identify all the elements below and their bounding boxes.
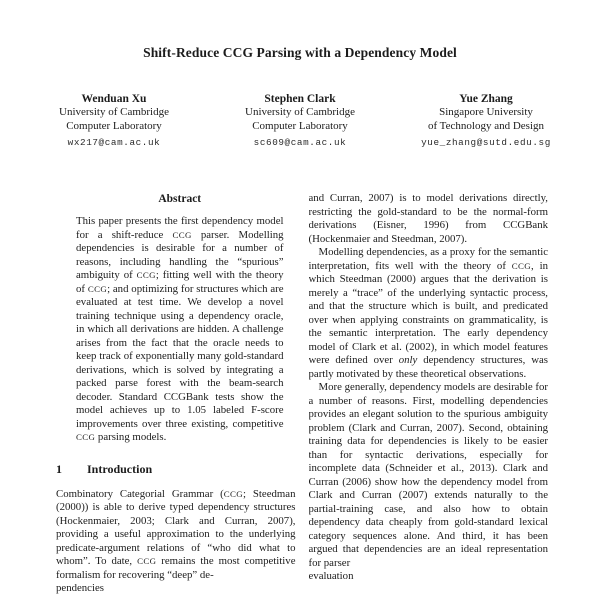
intro-paragraph-1: Combinatory Categorial Grammar (CCG; Steedman (2000)) is able to derive typed dependency structures (Hockenmaier, 2003; Clark and Curran, 2007), providing a useful approximation to the underlying predicate-argument relations of “who did what to whom”. To date, CCG remains the most competitive formalism for recovering “deep” de- [56, 487, 296, 581]
author-name: Stephen Clark [264, 93, 336, 105]
author-affiliation-line: University of Cambridge [245, 106, 355, 118]
abstract-heading: Abstract [158, 193, 202, 205]
author-email: wx217@cam.ac.uk [67, 136, 161, 148]
author-3 [412, 92, 560, 148]
author-email: sc609@cam.ac.uk [253, 136, 347, 148]
clipped-line: evaluation [308, 570, 354, 582]
paper-title: Shift-Reduce CCG Parsing with a Dependency Model [143, 45, 457, 61]
right-paragraph-2: Modelling dependencies, as a proxy for the semantic interpretation, fits well with the theory of CCG, in which Steedman (2000) argues that the derivation is merely a “trace” of the underlying syntactic process, and that the structure which is built, and predicated over when applying constraints on grammaticality, is the semantic interpretation. The early dependency model of Clark et al. (2002), in which model features were defined over only dependency structures, was partly motivated by these theoretical observations. [308, 246, 548, 380]
abstract-text: This paper presents the first dependency model for a shift-reduce CCG parser. Modelling dependencies is desirable for a number of reasons, including handling the “spurious” ambiguity of CCG; fitting well with the theory of CCG; and optimizing for structures which are evaluated at test time. We develop a novel training technique using a dependency oracle, in which all derivations are hidden. A challenge arises from the fact that the oracle needs to keep track of exponentially many gold-standard derivations, which is solved by integrating a packed parse forest with the beam-search decoder. Standard CCGBank tests show the model achieves up to 1.05 labeled F-score improvements over three existing, competitive CCG parsing models. [76, 215, 284, 443]
author-1 [40, 92, 188, 148]
author-block [0, 92, 600, 148]
section-title: Introduction [87, 461, 153, 476]
author-2 [226, 92, 374, 148]
right-paragraph-1: and Curran, 2007) is to model derivations directly, restricting the gold-standard to be the normal-form derivations (Eisner, 1996) from CCGBank (Hockenmaier and Steedman, 2007). [308, 192, 548, 245]
left-column [56, 192, 296, 600]
author-affiliation-line: Computer Laboratory [252, 119, 348, 132]
two-column-body [56, 192, 548, 600]
right-column [309, 192, 549, 600]
section-number: 1 [56, 461, 62, 476]
author-email: yue_zhang@sutd.edu.sg [421, 136, 551, 148]
author-affiliation-line: Computer Laboratory [66, 119, 162, 132]
author-name: Wenduan Xu [81, 93, 147, 105]
section-heading-introduction [56, 462, 296, 477]
author-name: Yue Zhang [459, 93, 513, 105]
clipped-line: pendencies [56, 582, 104, 594]
author-affiliation-line: University of Cambridge [59, 106, 169, 118]
author-affiliation-line: Singapore University [439, 106, 533, 118]
author-affiliation-line: of Technology and Design [427, 119, 545, 132]
right-paragraph-3: More generally, dependency models are desirable for a number of reasons. First, modelling dependencies provides an elegant solution to the spurious ambiguity problem (Clark and Curran, 2007). Second, obtaining training data for dependencies is likely to be easier than for syntactic derivations, especially for incomplete data (Schneider et al., 2013). Clark and Curran (2006) show how the dependency model from Clark and Curran (2007) extends naturally to the partial-training case, and also how to obtain dependency data cheaply from gold-standard lexical category sequences alone. And third, it has been argued that dependencies are an ideal representation for parser [308, 381, 548, 569]
